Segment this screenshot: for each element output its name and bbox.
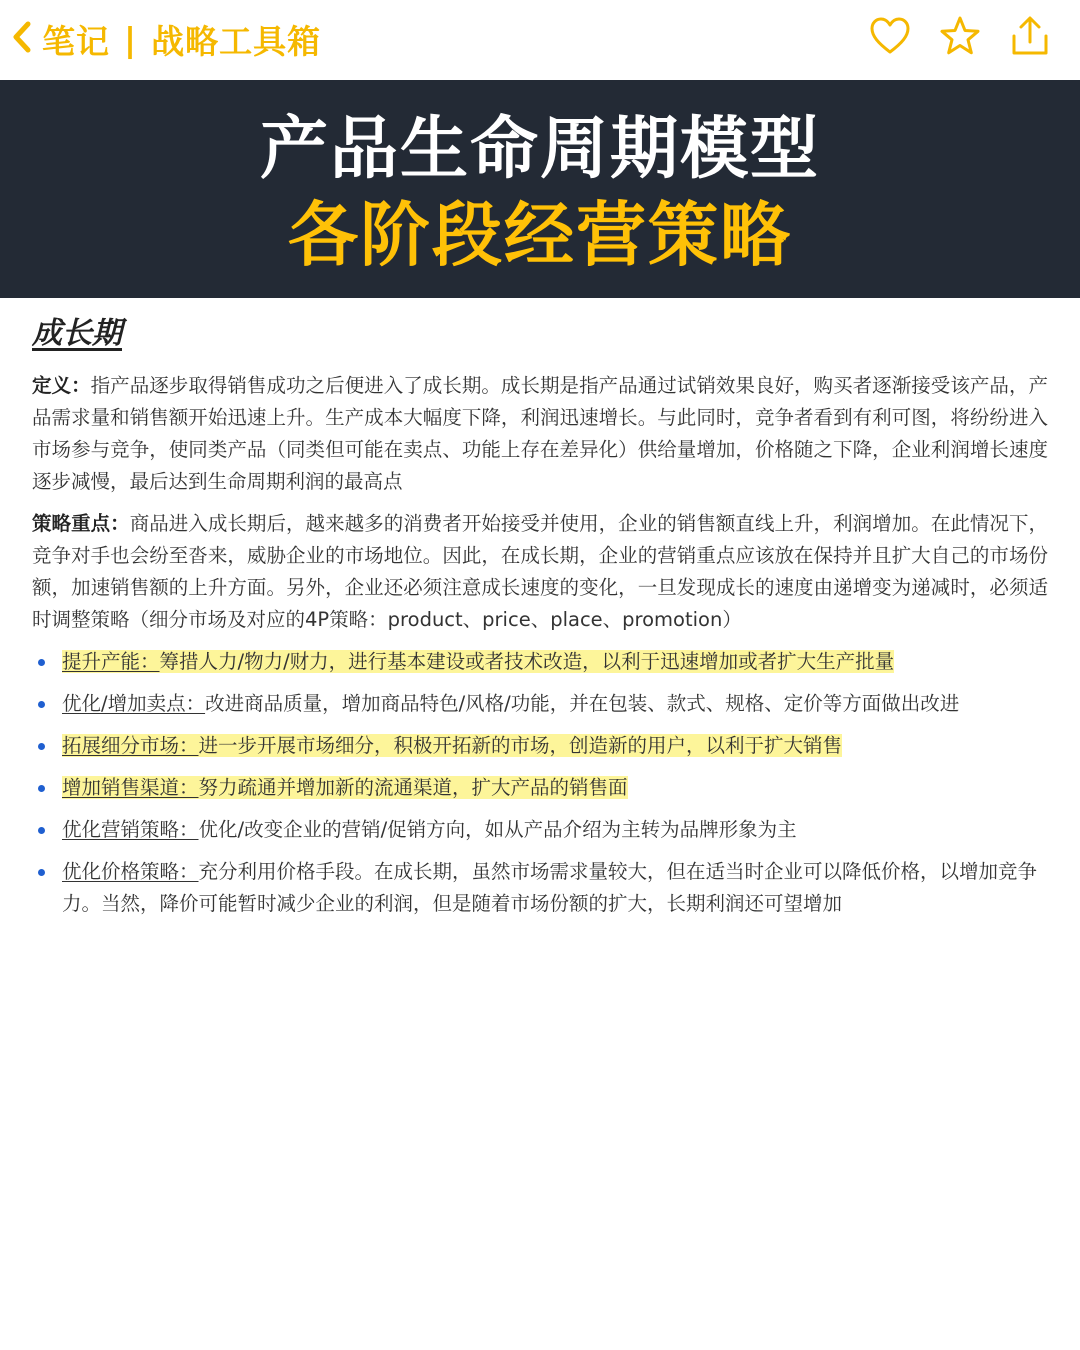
strategy-paragraph	[32, 508, 1048, 636]
list-item-text: 努力疏通并增加新的流通渠道，扩大产品的销售面	[198, 776, 628, 799]
section-title: 成长期	[32, 316, 122, 351]
list-item-term: 拓展细分市场：	[62, 734, 199, 757]
title-banner	[0, 80, 1080, 298]
strategy-list	[32, 646, 1048, 920]
bullet-icon	[38, 659, 45, 666]
list-item	[32, 646, 1048, 678]
list-item-term: 优化/增加卖点：	[62, 692, 206, 715]
definition-paragraph	[32, 370, 1048, 498]
list-item-text: 筹措人力/物力/财力，进行基本建设或者技术改造，以利于迅速增加或者扩大生产批量	[159, 650, 895, 673]
list-item-content	[62, 818, 797, 841]
chevron-left-icon	[10, 20, 34, 58]
list-item-text: 充分利用价格手段。在成长期，虽然市场需求量较大，但在适当时企业可以降低价格，以增加竞争力。当然，降价可能暂时减少企业的利润，但是随着市场份额的扩大，长期利润还可望增加	[62, 860, 1038, 915]
share-button[interactable]	[1008, 14, 1052, 62]
list-item	[32, 688, 1048, 720]
list-item-term: 优化价格策略：	[62, 860, 199, 883]
favorite-button[interactable]	[938, 14, 982, 62]
list-item-text: 优化/改变企业的营销/促销方向，如从产品介绍为主转为品牌形象为主	[198, 818, 797, 841]
bullet-icon	[38, 743, 45, 750]
article-body	[32, 312, 1048, 930]
list-item-term: 提升产能：	[62, 650, 160, 673]
nav-title	[42, 14, 321, 64]
strategy-text: 商品进入成长期后，越来越多的消费者开始接受并使用，企业的销售额直线上升，利润增加。在此情况下，竞争对手也会纷至沓来，威胁企业的市场地位。因此，在成长期，企业的营销重点应该放在保持并且扩大自己的市场份额，加速销售额的上升方面。另外，企业还必须注意成长速度的变化，一旦发现成长的速度由递增变为递减时，必须适时调整策略（细分市场及对应的4P策略：product、price、place、promotion）	[32, 512, 1048, 631]
list-item-content	[62, 734, 842, 757]
bullet-icon	[38, 827, 45, 834]
list-item-content	[62, 650, 894, 673]
banner-subtitle: 各阶段经营策略	[288, 194, 792, 276]
nav-actions	[868, 14, 1052, 62]
list-item	[32, 814, 1048, 846]
back-button[interactable]	[10, 16, 34, 62]
bullet-icon	[38, 869, 45, 876]
heart-icon	[868, 14, 912, 62]
nav-separator: |	[124, 19, 138, 59]
star-icon	[938, 14, 982, 62]
bullet-icon	[38, 785, 45, 792]
list-item-content	[62, 860, 1037, 915]
list-item-text: 改进商品质量，增加商品特色/风格/功能，并在包装、款式、规格、定价等方面做出改进	[205, 692, 960, 715]
nav-section-label: 笔记	[42, 21, 110, 61]
list-item-text: 进一步开展市场细分，积极开拓新的市场，创造新的用户，以利于扩大销售	[198, 734, 843, 757]
like-button[interactable]	[868, 14, 912, 62]
list-item	[32, 856, 1048, 920]
list-item	[32, 730, 1048, 762]
list-item-term: 优化营销策略：	[62, 818, 199, 841]
definition-label: 定义：	[32, 374, 91, 397]
list-item-term: 增加销售渠道：	[62, 776, 199, 799]
strategy-label: 策略重点：	[32, 512, 130, 535]
top-nav-bar	[0, 0, 1080, 80]
share-icon	[1008, 14, 1052, 62]
nav-title-label: 战略工具箱	[151, 21, 322, 61]
definition-text: 指产品逐步取得销售成功之后便进入了成长期。成长期是指产品通过试销效果良好，购买者逐渐接受该产品，产品需求量和销售额开始迅速上升。生产成本大幅度下降，利润迅速增长。与此同时，竞争者看到有利可图，将纷纷进入市场参与竞争，使同类产品（同类但可能在卖点、功能上存在差异化）供给量增加，价格随之下降，企业利润增长速度逐步减慢，最后达到生命周期利润的最高点	[32, 374, 1048, 493]
list-item	[32, 772, 1048, 804]
banner-title: 产品生命周期模型	[259, 110, 820, 189]
list-item-content	[62, 692, 959, 715]
list-item-content	[62, 776, 628, 799]
bullet-icon	[38, 701, 45, 708]
